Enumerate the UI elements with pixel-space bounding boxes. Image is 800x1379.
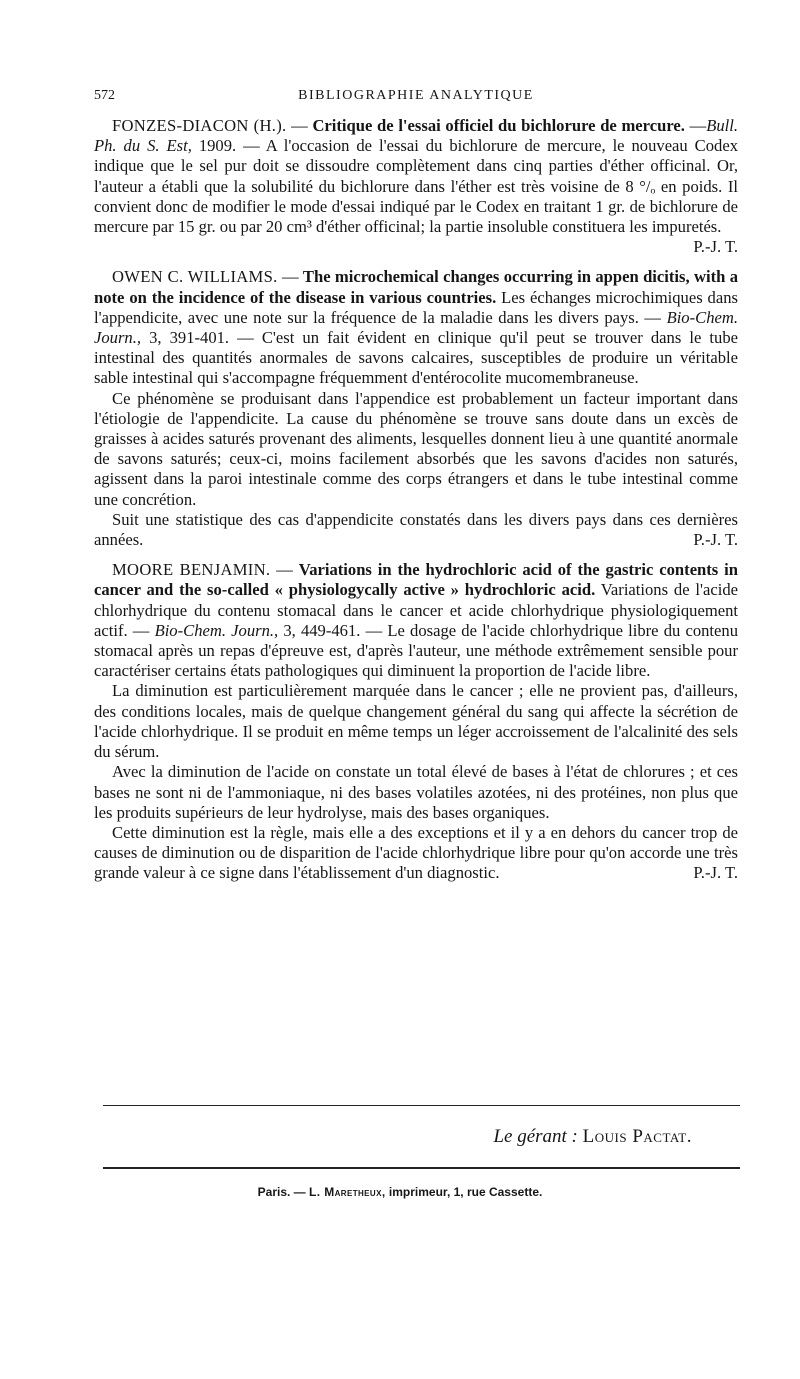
entry-paragraph: OWEN C. WILLIAMS. — The microchemical changes occurring in appen dicitis, with a note on the incidence of the disease in various countries. Les échanges microchimiques dans l'appendicite, avec une note sur la fréquence de la maladie dans les divers pays. — Bio-Chem. Journ., 3, 391-401. — C'est un fait évident en clinique qu'il peut se trouver dans le tube intestinal des quantités anormales de savons calcaires, susceptibles de produire un véritable sable intestinal qui s'accompagne fréquemment d'entérocolite mucomembraneuse. — [94, 267, 738, 388]
entry-reference: 3, 449-461. — [283, 620, 361, 640]
entry-signature: P.-J. T. — [693, 863, 738, 883]
bibliography-entry-owen-williams — [94, 267, 738, 550]
entry-paragraph: La diminution est particulièrement marquée dans le cancer ; elle ne provient pas, d'ailleurs, des conditions locales, mais de quelque changement général du sang qui affecte la sécrétion de l'acide chlorhydrique. Il se produit en même temps un léger accroissement de l'alcalinité des sels du sérum. — [94, 681, 738, 762]
entry-paragraph — [94, 823, 738, 884]
entry-signature: P.-J. T. — [693, 237, 738, 257]
entry-year: 1909. — [198, 136, 237, 156]
entry-title: The microchemical changes occurring in appen dicitis, with a note on the incidence of the disease in various countries. — [94, 267, 738, 307]
entry-paragraph: MOORE BENJAMIN. — Variations in the hydrochloric acid of the gastric contents in cancer and the so-called « physiologycally active » hydrochloric acid. Variations de l'acide chlorhydrique du contenu stomacal dans le cancer et acide chlorhydrique physiologiquement actif. — Bio-Chem. Journ., 3, 449-461. — Le dosage de l'acide chlorhydrique libre du contenu stomacal après un repas d'épreuve est, d'après l'auteur, une méthode extrêmement sensible pour caractériser certains états pathologiques qui diminuent la proportion de l'acide libre. — [94, 560, 738, 681]
entry-reference: 3, 391-401. — [149, 328, 230, 348]
bibliography-entry-moore-benjamin — [94, 560, 738, 883]
entry-lead: Les échanges microchimiques dans l'appendicite, avec une note sur la fréquence de la maladie dans les divers pays. — — [94, 287, 738, 327]
printer-city: Paris. — — [257, 1185, 306, 1199]
entry-text: Cette diminution est la règle, mais elle a des exceptions et il y a en dehors du cancer trop de causes de diminution ou de disparition de l'acide chlorhydrique libre pour qu'on accorde une très grande valeur à ce signe dans l'établissement d'un diagnostic. — [94, 822, 738, 883]
entry-citation: Bio-Chem. Journ., — [154, 620, 279, 640]
manager-line — [493, 1126, 692, 1148]
entry-signature: P.-J. T. — [693, 530, 738, 550]
entry-title: Critique de l'essai officiel du bichlorure de mercure. — [312, 116, 685, 135]
divider-rule — [103, 1105, 740, 1106]
entry-citation: Bio-Chem. Journ., — [94, 307, 738, 348]
entry-paragraph: FONZES-DIACON (H.). — Critique de l'essai officiel du bichlorure de mercure. —Bull. Ph. du S. Est, 1909. — A l'occasion de l'essai du bichlorure de mercure, le nouveau Codex indique que le sel pur doit se dissoudre complètement dans cinq parties d'éther officinal. Or, l'auteur a établi que la solubilité du bichlorure dans l'éther est très voisine de 8 °/ₒ en poids. Il convient donc de modifier le mode d'essai indiqué par le Codex en traitant 1 gr. de bichlorure de mercure par 15 gr. ou par 20 cm³ d'éther officinal; la partie insoluble constituera les impuretés. P.-J. T. — [94, 116, 738, 257]
entry-text: Le dosage de l'acide chlorhydrique libre du contenu stomacal après un repas d'épreuve est, d'après l'auteur, une méthode extrêmement sensible pour caractériser certains états pathologiques qui diminuent la proportion de l'acide libre. — [94, 620, 738, 681]
entry-lead: Variations de l'acide chlorhydrique du contenu stomacal dans le cancer et acide chlorhydrique physiologiquement actif. — — [94, 580, 738, 640]
entry-text: Suit une statistique des cas d'appendicite constatés dans les divers pays dans ces dernières années. — [94, 509, 738, 550]
printer-name: L. Maretheux, — [309, 1185, 386, 1199]
manager-name: Louis Pactat. — [582, 1126, 692, 1147]
running-title: BIBLIOGRAPHIE ANALYTIQUE — [298, 88, 534, 103]
entry-citation: Bull. Ph. du S. Est, — [94, 116, 738, 156]
running-head — [94, 88, 738, 116]
entry-paragraph: Ce phénomène se produisant dans l'appendice est probablement un facteur important dans l'étiologie de l'appendicite. La cause du phénomène se trouve sans doute dans un excès de graisses à acides saturés provenant des aliments, lesquelles donnent lieu à une quantité anormale de savons saturés; ceux-ci, moins facilement absorbés que les savons d'acides non saturés, agissent dans la paroi intestinale comme des corps étrangers et dans le tube intestinal comme une concrétion. — [94, 388, 738, 509]
entry-paragraph: Avec la diminution de l'acide on constate un total élevé de bases à l'état de chlorures ; et ces bases ne sont ni de l'ammoniaque, ni des bases volatiles azotées, ni des protéines, non plus que les produits supérieurs de leur hydrolyse, mais des bases organiques. — [94, 762, 738, 822]
printer-address: imprimeur, 1, rue Cassette. — [388, 1185, 543, 1199]
entry-author: MOORE BENJAMIN. — [112, 560, 271, 580]
bibliography-entry-fonzes-diacon — [94, 116, 738, 257]
divider-rule — [103, 1167, 740, 1169]
page-body — [94, 88, 738, 884]
page-number: 572 — [94, 88, 115, 103]
entry-title: Variations in the hydrochloric acid of the gastric contents in cancer and the so-called « physiologycally active » hydrochloric acid. — [94, 560, 738, 600]
entry-text: A l'occasion de l'essai du bichlorure de mercure, le nouveau Codex indique que le sel pur doit se dissoudre complètement dans cinq parties d'éther officinal. Or, l'auteur a établi que la solubilité du bichlorure dans l'éther est très voisine de 8 °/ₒ en poids. Il convient donc de modifier le mode d'essai indiqué par le Codex en traitant 1 gr. de bichlorure de mercure par 15 gr. ou par 20 cm³ d'éther officinal; la partie insoluble constituera les impuretés. — [94, 136, 738, 237]
manager-label: Le gérant : — [493, 1126, 578, 1147]
entry-paragraph — [94, 510, 738, 550]
printer-line — [0, 1185, 800, 1199]
entry-text: C'est un fait évident en clinique qu'il peut se trouver dans le tube intestinal des quantités anormales de savons calcaires, susceptibles de produire un véritable sable intestinal qui s'accompagne fréquemment d'entérocolite mucomembraneuse. — [94, 328, 738, 388]
entry-author: FONZES-DIACON (H.). — [112, 116, 287, 135]
entry-author: OWEN C. WILLIAMS. — [112, 267, 278, 287]
